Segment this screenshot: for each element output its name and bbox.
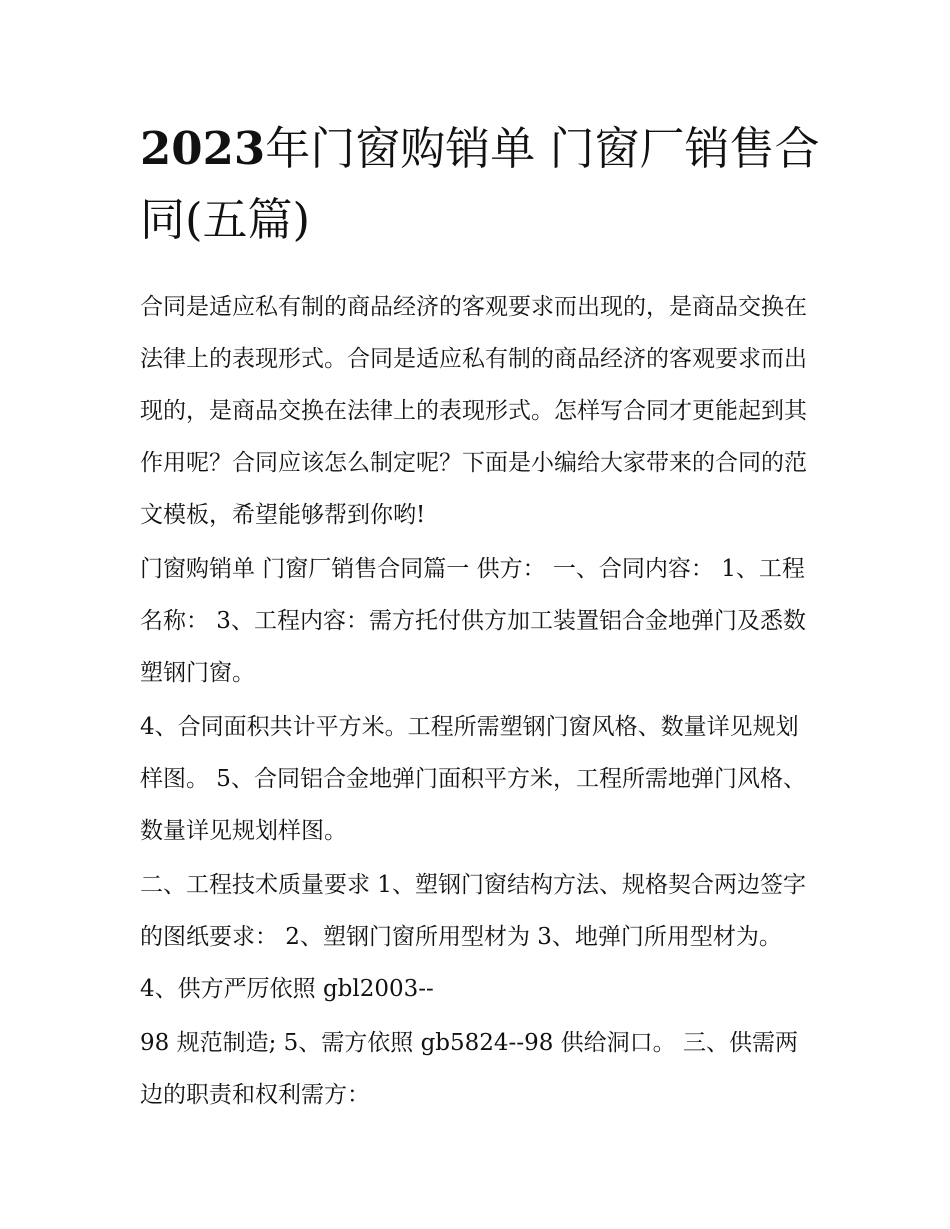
title-text: 年门窗购销单 门窗厂销售合同(五篇) (140, 122, 820, 246)
document-page (140, 113, 820, 1123)
standards-paragraph: 98 规范制造; 5、需方依照 gb5824--98 供给洞口。 三、供需两边的职责和权利需方： (140, 1030, 798, 1108)
title-year: 2023 (140, 122, 266, 175)
contract-area-paragraph: 4、合同面积共计平方米。工程所需塑钢门窗风格、数量详见规划样图。 5、合同铝合金地弹门面积平方米，工程所需地弹门风格、数量详见规划样图。 (140, 714, 806, 844)
document-title (140, 113, 820, 255)
contract-content-paragraph: 门窗购销单 门窗厂销售合同篇一 供方： 一、合同内容： 1、工程名称： 3、工程内容：需方托付供方加工装置铝合金地弹门及悉数塑钢门窗。 (140, 556, 806, 686)
technical-quality-paragraph: 二、工程技术质量要求 1、塑钢门窗结构方法、规格契合两边签字的图纸要求： 2、塑钢门窗所用型材为 3、地弹门所用型材为。 4、供方严厉依照 gbl2003-- (140, 872, 806, 1002)
intro-paragraph: 合同是适应私有制的商品经济的客观要求而出现的，是商品交换在法律上的表现形式。合同是适应私有制的商品经济的客观要求而出现的，是商品交换在法律上的表现形式。怎样写合同才更能起到其作用呢？合同应该怎么制定呢？下面是小编给大家带来的合同的范文模板，希望能够帮到你哟! (140, 294, 807, 528)
